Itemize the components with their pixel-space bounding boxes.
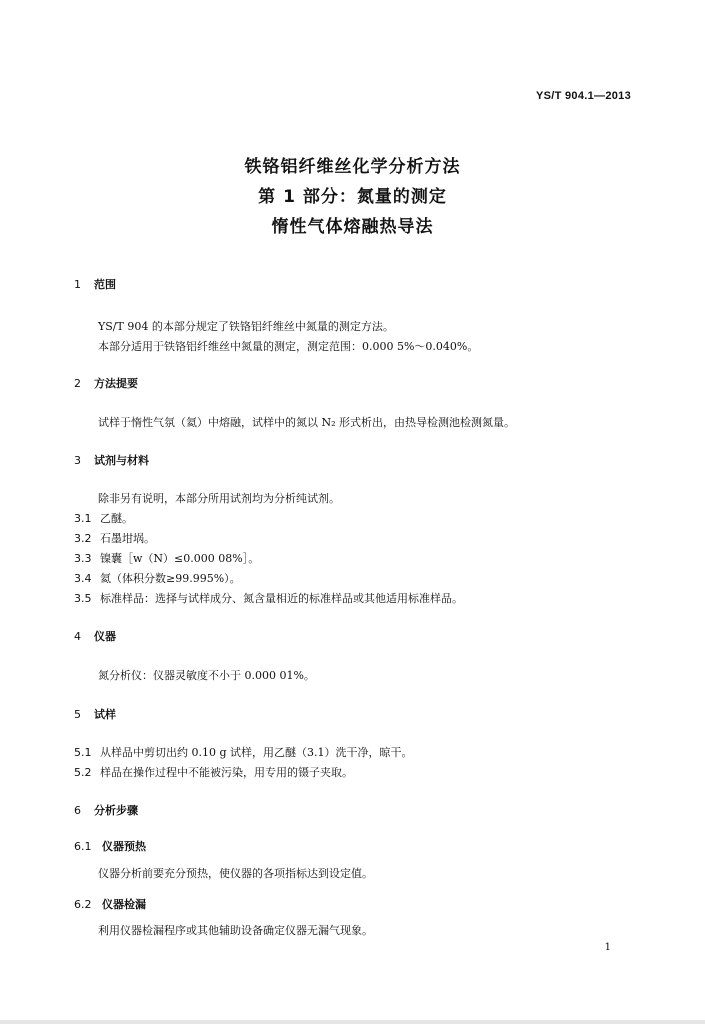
list-item xyxy=(74,744,413,760)
item-number: 3.3 xyxy=(74,552,92,565)
section-number: 5 xyxy=(74,708,81,721)
item-text: 镍囊［w（N）≤0.000 08%］。 xyxy=(100,552,260,565)
document-code: YS/T 904.1—2013 xyxy=(535,90,631,102)
subsection-6-2-heading xyxy=(74,896,146,912)
item-text: 氦（体积分数≥99.995%）。 xyxy=(100,572,241,585)
section-5-heading xyxy=(74,706,116,722)
section-4-heading xyxy=(74,628,116,644)
item-text: 样品在操作过程中不能被污染，用专用的镊子夹取。 xyxy=(100,766,353,779)
list-item xyxy=(74,530,155,546)
section-title: 仪器 xyxy=(94,630,116,643)
section-title: 范围 xyxy=(94,278,116,291)
section-number: 3 xyxy=(74,454,81,467)
section-2-heading xyxy=(74,375,138,391)
list-item xyxy=(74,510,133,526)
page-number: 1 xyxy=(604,942,611,953)
bottom-edge-divider xyxy=(0,1020,705,1024)
section-number: 1 xyxy=(74,278,81,291)
list-item xyxy=(74,570,241,586)
title-line-2: 第 1 部分：氮量的测定 xyxy=(258,187,447,207)
subsection-6-1-heading xyxy=(74,838,146,854)
subsection-number: 6.2 xyxy=(74,898,92,911)
item-text: 石墨坩埚。 xyxy=(100,532,155,545)
section-4-paragraph-1: 氮分析仪：仪器灵敏度不小于 0.000 01%。 xyxy=(98,669,315,682)
section-1-paragraph-1: YS/T 904 的本部分规定了铁铬铝纤维丝中氮量的测定方法。 xyxy=(98,320,394,333)
item-text: 从样品中剪切出约 0.10 g 试样，用乙醚（3.1）洗干净，晾干。 xyxy=(100,746,413,759)
list-item xyxy=(74,764,353,780)
section-1-paragraph-2: 本部分适用于铁铬铝纤维丝中氮量的测定，测定范围：0.000 5%～0.040%。 xyxy=(98,340,479,353)
subsection-title: 仪器检漏 xyxy=(102,898,146,911)
section-3-heading xyxy=(74,452,149,468)
section-number: 2 xyxy=(74,377,81,390)
item-text: 乙醚。 xyxy=(100,512,133,525)
title-line-1: 铁铬铝纤维丝化学分析方法 xyxy=(244,157,461,177)
section-title: 试样 xyxy=(94,708,116,721)
list-item xyxy=(74,590,463,606)
section-3-paragraph-1: 除非另有说明，本部分所用试剂均为分析纯试剂。 xyxy=(98,492,340,505)
item-text: 标准样品：选择与试样成分、氮含量相近的标准样品或其他适用标准样品。 xyxy=(100,592,463,605)
item-number: 5.2 xyxy=(74,766,92,779)
subsection-6-2-paragraph: 利用仪器检漏程序或其他辅助设备确定仪器无漏气现象。 xyxy=(98,924,373,937)
item-number: 3.1 xyxy=(74,512,92,525)
section-title: 方法提要 xyxy=(94,377,138,390)
subsection-number: 6.1 xyxy=(74,840,92,853)
section-1-heading xyxy=(74,276,116,292)
title-line-3: 惰性气体熔融热导法 xyxy=(271,217,434,237)
section-number: 4 xyxy=(74,630,81,643)
section-title: 分析步骤 xyxy=(94,804,138,817)
subsection-title: 仪器预热 xyxy=(102,840,146,853)
item-number: 3.2 xyxy=(74,532,92,545)
subsection-6-1-paragraph: 仪器分析前要充分预热，使仪器的各项指标达到设定值。 xyxy=(98,867,373,880)
item-number: 3.4 xyxy=(74,572,92,585)
item-number: 5.1 xyxy=(74,746,92,759)
item-number: 3.5 xyxy=(74,592,92,605)
section-number: 6 xyxy=(74,804,81,817)
section-6-heading xyxy=(74,802,138,818)
section-title: 试剂与材料 xyxy=(94,454,149,467)
list-item xyxy=(74,550,259,566)
section-2-paragraph-1: 试样于惰性气氛（氦）中熔融，试样中的氮以 N₂ 形式析出，由热导检测池检测氮量。 xyxy=(98,416,516,429)
